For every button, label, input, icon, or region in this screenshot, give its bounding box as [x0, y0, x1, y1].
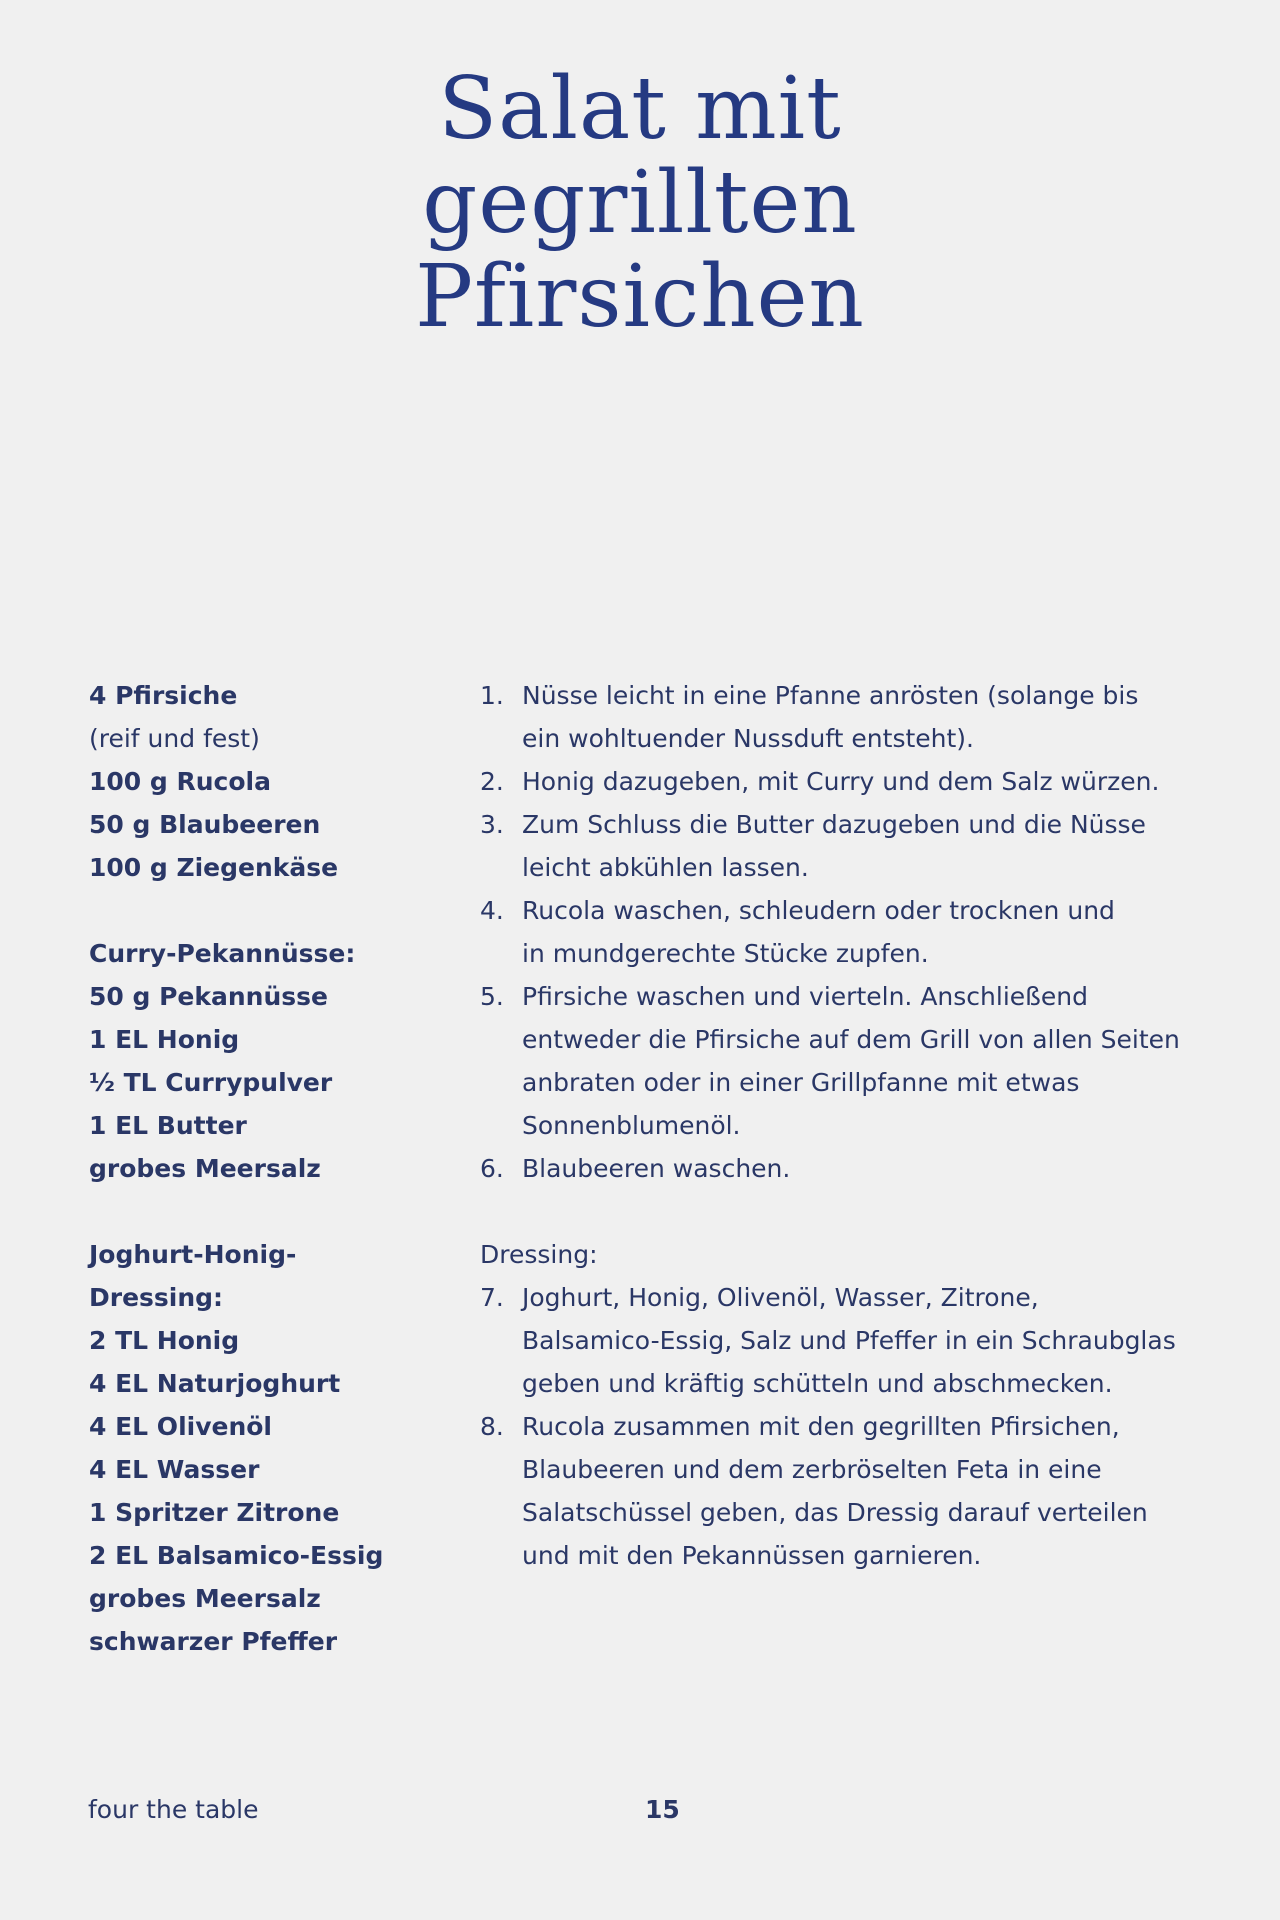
ingredient: 50 g Pekannüsse: [89, 982, 328, 1011]
dressing-heading: Dressing:: [480, 1240, 598, 1269]
step-text: Blaubeeren waschen.: [522, 1154, 791, 1183]
step-text: Salatschüssel geben, das Dressig darauf verteilen: [522, 1498, 1148, 1527]
title-line: Pfirsichen: [415, 247, 865, 347]
instruction-step: [480, 674, 1240, 760]
step-number: 4.: [480, 896, 504, 925]
ingredient-group-heading: Dressing:: [89, 1283, 224, 1312]
instruction-step: [480, 803, 1240, 889]
step-text: entweder die Pfirsiche auf dem Grill von allen Seiten: [522, 1025, 1180, 1054]
step-number: 6.: [480, 1154, 504, 1183]
ingredient: schwarzer Pfeffer: [89, 1627, 338, 1656]
spacer: [89, 1190, 419, 1233]
step-text: ein wohltuender Nussduft entsteht).: [522, 724, 975, 753]
instruction-step: [480, 1276, 1240, 1405]
step-text: Pfirsiche waschen und vierteln. Anschließend: [522, 982, 1088, 1011]
ingredient-group-heading: Curry-Pekannüsse:: [89, 939, 356, 968]
page-number: 15: [645, 1795, 680, 1824]
ingredient: 100 g Ziegenkäse: [89, 853, 339, 882]
ingredient: 4 EL Naturjoghurt: [89, 1369, 341, 1398]
ingredient: grobes Meersalz: [89, 1584, 321, 1613]
instructions: [480, 674, 1240, 1577]
step-text: Balsamico-Essig, Salz und Pfeffer in ein Schraubglas: [522, 1326, 1176, 1355]
instruction-step: [480, 975, 1240, 1147]
step-text: und mit den Pekannüssen garnieren.: [522, 1541, 982, 1570]
spacer: [480, 1190, 1240, 1233]
step-text: Joghurt, Honig, Olivenöl, Wasser, Zitrone,: [522, 1283, 1039, 1312]
instruction-step: [480, 889, 1240, 975]
step-number: 5.: [480, 982, 504, 1011]
ingredient: 4 EL Olivenöl: [89, 1412, 272, 1441]
step-number: 1.: [480, 681, 504, 710]
spacer: [89, 889, 419, 932]
ingredient: 2 TL Honig: [89, 1326, 240, 1355]
ingredient: 1 Spritzer Zitrone: [89, 1498, 340, 1527]
ingredient: 4 Pfirsiche: [89, 681, 238, 710]
instruction-step: [480, 760, 1240, 803]
title-line: Salat mit: [438, 59, 842, 159]
step-number: 7.: [480, 1283, 504, 1312]
ingredient: ½ TL Currypulver: [89, 1068, 333, 1097]
step-text: Rucola zusammen mit den gegrillten Pfirsichen,: [522, 1412, 1120, 1441]
step-text: Zum Schluss die Butter dazugeben und die Nüsse: [522, 810, 1146, 839]
ingredient-note: (reif und fest): [89, 724, 260, 753]
ingredient: 1 EL Butter: [89, 1111, 247, 1140]
step-text: Blaubeeren und dem zerbröselten Feta in eine: [522, 1455, 1102, 1484]
step-number: 8.: [480, 1412, 504, 1441]
ingredient-group-heading: Joghurt-Honig-: [89, 1240, 297, 1269]
step-text: Nüsse leicht in eine Pfanne anrösten (solange bis: [522, 681, 1139, 710]
page-title: [0, 59, 1280, 347]
ingredients-list: [89, 674, 419, 1663]
instruction-step: [480, 1405, 1240, 1577]
ingredient: grobes Meersalz: [89, 1154, 321, 1183]
footer-brand: four the table: [88, 1795, 259, 1824]
instruction-step: [480, 1147, 1240, 1190]
step-text: Rucola waschen, schleudern oder trocknen und: [522, 896, 1115, 925]
step-text: in mundgerechte Stücke zupfen.: [522, 939, 929, 968]
title-line: gegrillten: [422, 153, 858, 253]
step-text: leicht abkühlen lassen.: [522, 853, 809, 882]
step-number: 3.: [480, 810, 504, 839]
ingredient: 4 EL Wasser: [89, 1455, 260, 1484]
ingredient: 2 EL Balsamico-Essig: [89, 1541, 384, 1570]
ingredient: 100 g Rucola: [89, 767, 271, 796]
step-text: Honig dazugeben, mit Curry und dem Salz würzen.: [522, 767, 1160, 796]
step-text: anbraten oder in einer Grillpfanne mit etwas: [522, 1068, 1080, 1097]
ingredient: 50 g Blaubeeren: [89, 810, 321, 839]
step-text: geben und kräftig schütteln und abschmecken.: [522, 1369, 1113, 1398]
step-number: 2.: [480, 767, 504, 796]
ingredient: 1 EL Honig: [89, 1025, 240, 1054]
step-text: Sonnenblumenöl.: [522, 1111, 741, 1140]
